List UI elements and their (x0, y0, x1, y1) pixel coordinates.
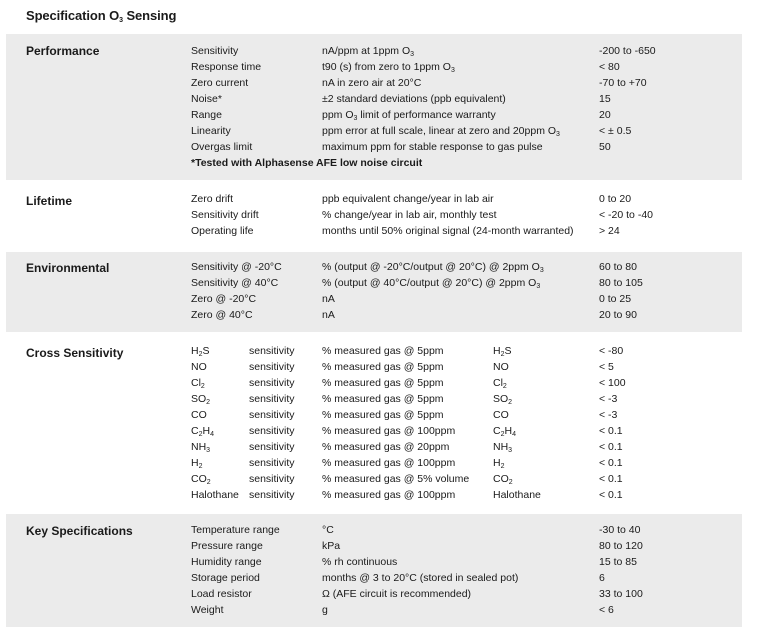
measured-gas: $Cl_2$ (493, 377, 507, 390)
key-specifications-section (6, 514, 742, 627)
spec-value: -70 to +70 (599, 77, 647, 89)
spec-parameter: Pressure range (191, 540, 263, 552)
spec-value: 80 to 105 (599, 277, 643, 289)
spec-description: % measured gas @ 5% volume (322, 473, 470, 485)
spec-row (6, 107, 742, 123)
spec-value: 15 (599, 93, 611, 105)
spec-parameter: Zero drift (191, 193, 234, 205)
spec-value: < -20 to -40 (599, 209, 653, 221)
gas-name: $CO_2$ (191, 473, 211, 486)
gas-name: $NH_3$ (191, 441, 211, 454)
spec-description: nA (322, 309, 335, 321)
spec-parameter: Sensitivity @ -20°C (191, 261, 282, 273)
measured-gas: $NH_3$ (493, 441, 513, 454)
spec-row (6, 471, 742, 487)
spec-value: < -3 (599, 409, 618, 421)
spec-row (6, 275, 742, 291)
spec-value: 60 to 80 (599, 261, 637, 273)
environmental-section (6, 252, 742, 332)
spec-value: 0 to 20 (599, 193, 632, 205)
measured-gas: $CO_2$ (493, 473, 513, 486)
spec-value: < 5 (599, 361, 614, 373)
spec-value: < -80 (599, 345, 624, 357)
spec-parameter: Weight (191, 604, 224, 616)
spec-parameter: Temperature range (191, 524, 280, 536)
cross-sensitivity-title: Cross Sensitivity (26, 346, 124, 360)
spec-description: ±2 standard deviations (ppb equivalent) (322, 93, 506, 105)
spec-row (6, 139, 742, 155)
performance-section (6, 34, 742, 180)
spec-description: months @ 3 to 20°C (stored in sealed pot) (322, 572, 519, 584)
spec-description: % (output @ -20°C/output @ 20°C) @ 2ppm $O_3$ (322, 261, 544, 274)
measured-gas: $SO_2$ (493, 393, 513, 406)
performance-title: Performance (26, 44, 100, 58)
spec-parameter: Linearity (191, 125, 231, 137)
spec-value: < 80 (599, 61, 620, 73)
page-title: Specification $O_3$ Sensing (26, 8, 177, 24)
cross-sensitivity-section (6, 334, 742, 512)
spec-row (6, 191, 742, 207)
spec-row (6, 439, 742, 455)
spec-row (6, 343, 742, 359)
sensitivity-label: sensitivity (249, 425, 295, 437)
spec-value: 80 to 120 (599, 540, 643, 552)
lifetime-section (6, 180, 742, 250)
measured-gas: $C_2H_4$ (493, 425, 516, 438)
spec-value: 50 (599, 141, 611, 153)
gas-name: $C_2H_4$ (191, 425, 214, 438)
spec-description: % measured gas @ 100ppm (322, 425, 456, 437)
footnote-text: *Tested with Alphasense AFE low noise circuit (191, 157, 423, 169)
spec-description: % measured gas @ 5ppm (322, 345, 444, 357)
spec-value: > 24 (599, 225, 620, 237)
spec-description: % measured gas @ 5ppm (322, 409, 444, 421)
measured-gas: $H_2$ (493, 457, 505, 470)
gas-name: $H_2S$ (191, 345, 210, 358)
measured-gas: NO (493, 361, 509, 373)
spec-row (6, 455, 742, 471)
spec-row (6, 375, 742, 391)
spec-row (6, 75, 742, 91)
gas-name: Halothane (191, 489, 239, 501)
spec-description: % measured gas @ 5ppm (322, 361, 444, 373)
spec-parameter: Sensitivity (191, 45, 239, 57)
spec-parameter: Response time (191, 61, 262, 73)
spec-description: t90 (s) from zero to 1ppm $O_3$ (322, 61, 455, 74)
spec-value: 15 to 85 (599, 556, 637, 568)
spec-value: 33 to 100 (599, 588, 643, 600)
measured-gas: $H_2S$ (493, 345, 512, 358)
lifetime-title: Lifetime (26, 194, 73, 208)
spec-description: g (322, 604, 328, 616)
spec-description: % rh continuous (322, 556, 398, 568)
spec-value: < ± 0.5 (599, 125, 632, 137)
gas-name: $Cl_2$ (191, 377, 205, 390)
footnote (6, 155, 742, 171)
spec-value: 0 to 25 (599, 293, 632, 305)
spec-value: < 100 (599, 377, 626, 389)
spec-row (6, 291, 742, 307)
spec-parameter: Zero current (191, 77, 249, 89)
spec-row (6, 59, 742, 75)
spec-parameter: Zero @ -20°C (191, 293, 257, 305)
spec-description: % change/year in lab air, monthly test (322, 209, 497, 221)
gas-name: NO (191, 361, 207, 373)
spec-parameter: Sensitivity @ 40°C (191, 277, 279, 289)
spec-row (6, 602, 742, 618)
gas-name: $H_2$ (191, 457, 203, 470)
spec-row (6, 359, 742, 375)
gas-name: CO (191, 409, 207, 421)
sensitivity-label: sensitivity (249, 377, 295, 389)
spec-value: -200 to -650 (599, 45, 656, 57)
environmental-title: Environmental (26, 261, 110, 275)
spec-row (6, 123, 742, 139)
spec-description: ppm error at full scale, linear at zero and 20ppm $O_3$ (322, 125, 560, 138)
spec-parameter: Overgas limit (191, 141, 253, 153)
sensitivity-label: sensitivity (249, 489, 295, 501)
spec-value: < 0.1 (599, 489, 623, 501)
spec-parameter: Sensitivity drift (191, 209, 259, 221)
key-specifications-title: Key Specifications (26, 524, 133, 538)
spec-parameter: Load resistor (191, 588, 252, 600)
spec-value: 20 (599, 109, 611, 121)
spec-row (6, 91, 742, 107)
spec-value: < -3 (599, 393, 618, 405)
gas-name: $SO_2$ (191, 393, 211, 406)
sensitivity-label: sensitivity (249, 409, 295, 421)
spec-row (6, 207, 742, 223)
measured-gas: CO (493, 409, 509, 421)
spec-description: Ω (AFE circuit is recommended) (322, 588, 472, 600)
spec-description: months until 50% original signal (24-month warranted) (322, 225, 574, 237)
spec-row (6, 307, 742, 323)
spec-description: maximum ppm for stable response to gas pulse (322, 141, 543, 153)
spec-description: % (output @ 40°C/output @ 20°C) @ 2ppm $O_3$ (322, 277, 541, 290)
spec-row (6, 554, 742, 570)
spec-row (6, 538, 742, 554)
spec-parameter: Range (191, 109, 222, 121)
spec-row (6, 43, 742, 59)
spec-description: °C (322, 524, 334, 536)
spec-parameter: Operating life (191, 225, 254, 237)
spec-description: nA in zero air at 20°C (322, 77, 422, 89)
spec-description: ppb equivalent change/year in lab air (322, 193, 494, 205)
sensitivity-label: sensitivity (249, 361, 295, 373)
spec-value: < 0.1 (599, 441, 623, 453)
sensitivity-label: sensitivity (249, 473, 295, 485)
spec-value: < 0.1 (599, 473, 623, 485)
spec-row (6, 586, 742, 602)
spec-description: % measured gas @ 100ppm (322, 489, 456, 501)
spec-row (6, 423, 742, 439)
spec-parameter: Zero @ 40°C (191, 309, 253, 321)
sensitivity-label: sensitivity (249, 393, 295, 405)
spec-description: % measured gas @ 100ppm (322, 457, 456, 469)
spec-row (6, 570, 742, 586)
spec-row (6, 391, 742, 407)
spec-row (6, 223, 742, 239)
spec-description: % measured gas @ 5ppm (322, 377, 444, 389)
spec-description: nA (322, 293, 335, 305)
spec-description: kPa (322, 540, 341, 552)
spec-description: % measured gas @ 5ppm (322, 393, 444, 405)
spec-row (6, 259, 742, 275)
sensitivity-label: sensitivity (249, 345, 295, 357)
spec-value: < 0.1 (599, 425, 623, 437)
spec-value: < 0.1 (599, 457, 623, 469)
sensitivity-label: sensitivity (249, 457, 295, 469)
spec-description: ppm $O_3$ limit of performance warranty (322, 109, 496, 122)
spec-parameter: Storage period (191, 572, 260, 584)
measured-gas: Halothane (493, 489, 541, 501)
spec-value: -30 to 40 (599, 524, 641, 536)
spec-value: < 6 (599, 604, 614, 616)
spec-row (6, 487, 742, 503)
sensitivity-label: sensitivity (249, 441, 295, 453)
spec-value: 20 to 90 (599, 309, 637, 321)
spec-value: 6 (599, 572, 605, 584)
spec-parameter: Humidity range (191, 556, 262, 568)
spec-row (6, 407, 742, 423)
spec-description: % measured gas @ 20ppm (322, 441, 450, 453)
spec-row (6, 522, 742, 538)
spec-description: nA/ppm at 1ppm $O_3$ (322, 45, 415, 58)
spec-parameter: Noise* (191, 93, 222, 105)
